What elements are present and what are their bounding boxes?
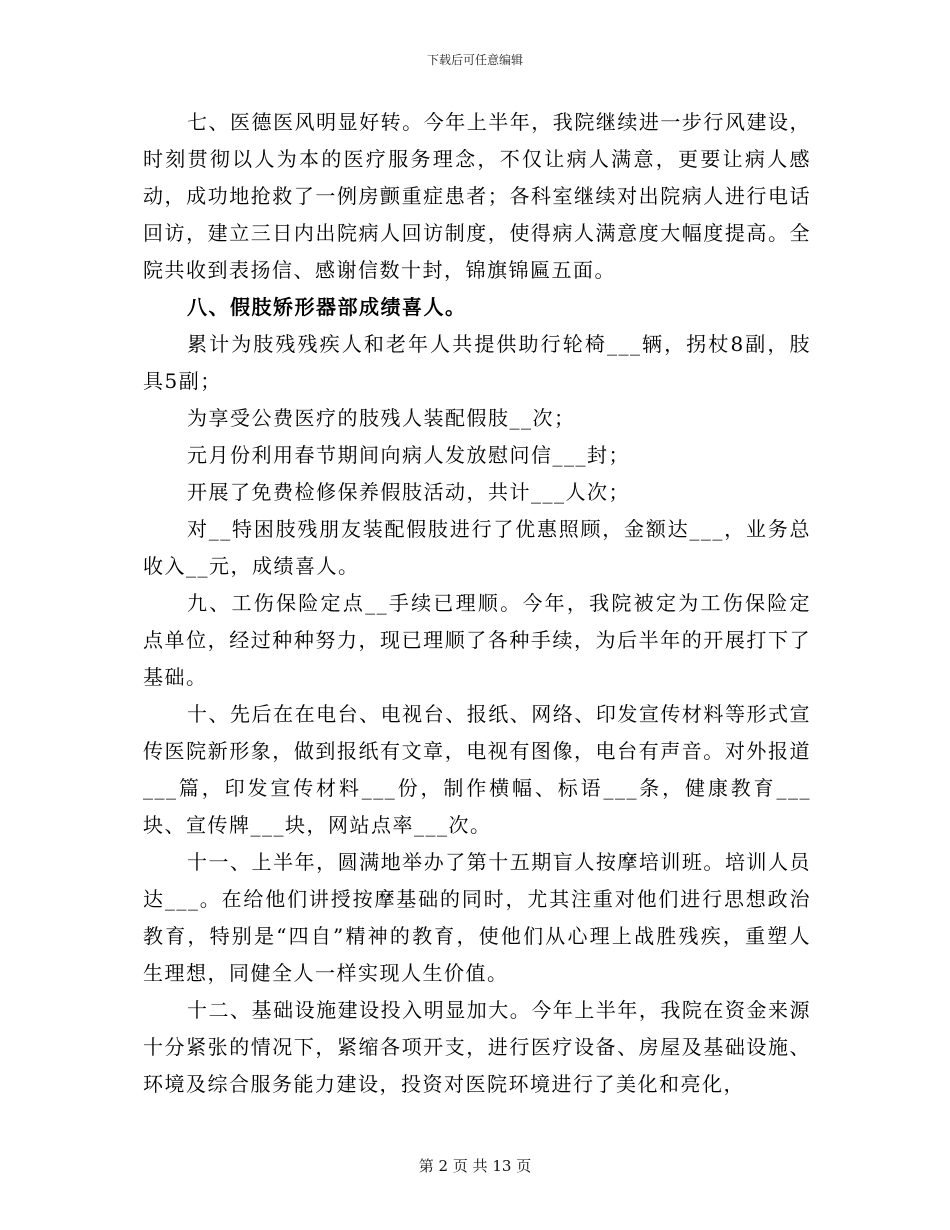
paragraph-massage-training: 十一、上半年，圆满地举办了第十五期盲人按摩培训班。培训人员达___。在给他们讲授按摩基础的同时，尤其注重对他们进行思想政治教育，特别是“四自”精神的教育，使他们从心理上战胜残疾，重塑人生理想，同健全人一样实现人生价值。 xyxy=(143,850,811,985)
paragraph-injury-insurance: 九、工伤保险定点__手续已理顺。今年，我院被定为工伤保险定点单位，经过种种努力，现已理顺了各种手续，为后半年的开展打下了基础。 xyxy=(143,591,811,689)
paragraph-publicity: 十、先后在在电台、电视台、报纸、网络、印发宣传材料等形式宣传医院新形象，做到报纸有文章，电视有图像，电台有声音。对外报道___篇，印发宣传材料___份，制作横幅、标语___条，健康教育___块、宣传牌___块，网站点率___次。 xyxy=(143,702,811,837)
page-number: 第 2 页 共 13 页 xyxy=(418,1157,532,1175)
paragraph-wheelchairs: 累计为肢残残疾人和老年人共提供助行轮椅___辆，拐杖8副，肢具5副； xyxy=(143,332,811,393)
paragraph-discount-care: 对__特困肢残朋友装配假肢进行了优惠照顾，金额达___，业务总收入__元，成绩喜人。 xyxy=(143,517,811,578)
paragraph-infrastructure: 十二、基础设施建设投入明显加大。今年上半年，我院在资金来源十分紧张的情况下，紧缩各项开支，进行医疗设备、房屋及基础设施、环境及综合服务能力建设，投资对医院环境进行了美化和亮化， xyxy=(143,998,811,1096)
paragraph-condolence-letters: 元月份利用春节期间向病人发放慰问信___封； xyxy=(187,443,630,467)
paragraph-medical-ethics: 七、医德医风明显好转。今年上半年，我院继续进一步行风建设，时刻贯彻以人为本的医疗服务理念，不仅让病人满意，更要让病人感动，成功地抢救了一例房颤重症患者；各科室继续对出院病人进行电话回访，建立三日内出院病人回访制度，使得病人满意度大幅度提高。全院共收到表扬信、感谢信数十封，锦旗锦匾五面。 xyxy=(143,110,811,282)
section-heading-prosthetics: 八、假肢矫形器部成绩喜人。 xyxy=(187,295,467,319)
document-body xyxy=(143,104,811,1103)
paragraph-free-maintenance: 开展了免费检修保养假肢活动，共计___人次； xyxy=(187,480,630,504)
page-header: 下载后可任意编辑 xyxy=(426,53,523,67)
paragraph-prosthetic-fitting: 为享受公费医疗的肢残人装配假肢__次； xyxy=(187,406,576,430)
